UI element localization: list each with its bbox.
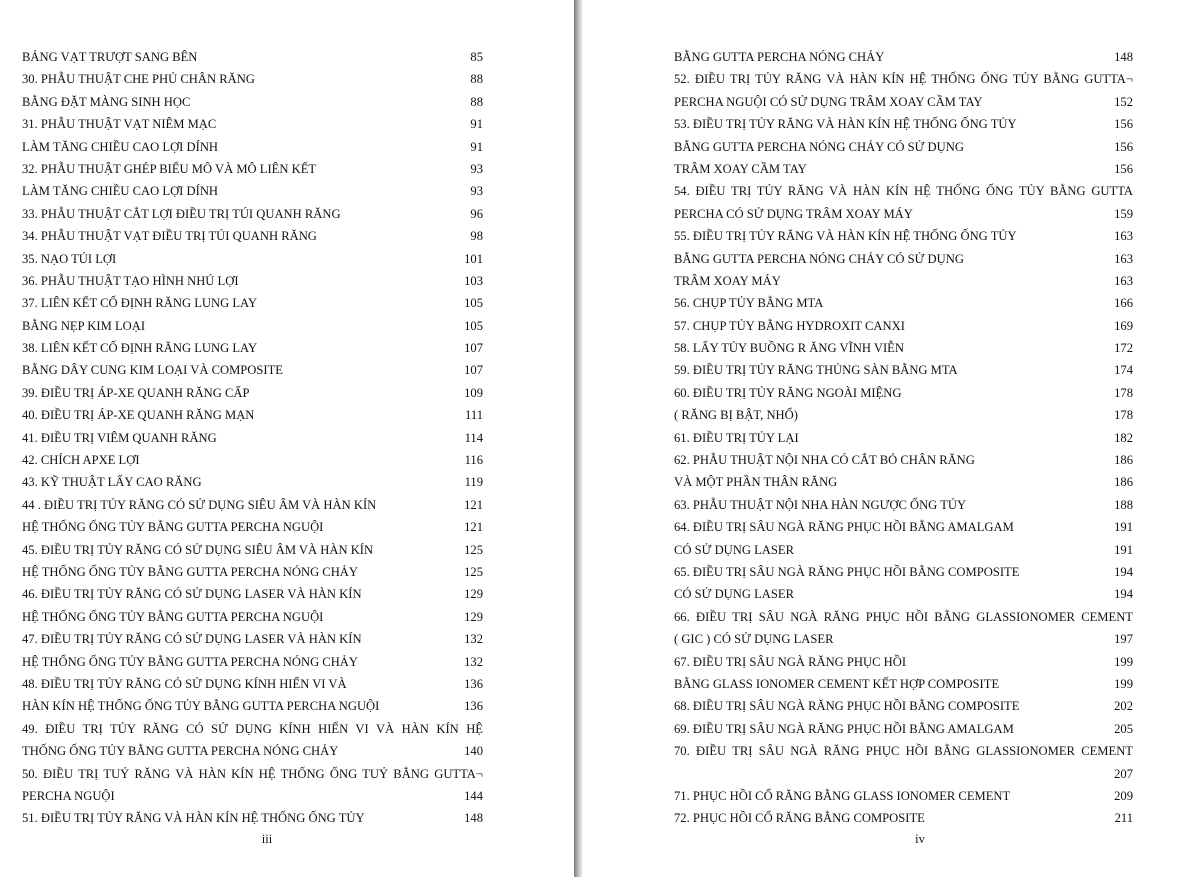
toc-entry xyxy=(22,113,483,135)
toc-entry-title: BẰNG ĐẶT MÀNG SINH HỌC xyxy=(22,94,191,109)
toc-entry xyxy=(22,225,483,247)
toc-entry-page: 119 xyxy=(464,475,483,490)
toc-entry-page: 163 xyxy=(1114,251,1133,266)
toc-entry-page: 88 xyxy=(470,72,483,87)
toc-entry-title: BẰNG GUTTA PERCHA NÓNG CHẢY xyxy=(674,50,885,64)
toc-entry-title: BẰNG GLASS IONOMER CEMENT KẾT HỢP COMPOSITE xyxy=(674,676,1000,691)
toc-entry-page: 140 xyxy=(464,744,483,759)
toc-entry xyxy=(22,203,483,225)
page-number-footer: iii xyxy=(261,832,273,846)
toc-entry-page: 121 xyxy=(464,497,483,512)
toc-entry-page: 85 xyxy=(470,50,483,64)
toc-entry-page: 202 xyxy=(1114,699,1133,714)
toc-entry xyxy=(22,404,483,426)
table-of-contents xyxy=(22,46,483,830)
toc-entry xyxy=(674,606,1133,628)
toc-entry-page: 211 xyxy=(1114,811,1133,826)
toc-entry-title: PERCHA NGUỘI xyxy=(22,788,115,803)
toc-entry xyxy=(22,180,483,202)
left-page xyxy=(0,0,574,877)
toc-entry-page: 163 xyxy=(1114,273,1133,288)
toc-entry-title: 49. ĐIỀU TRỊ TỦY RĂNG CÓ SỬ DỤNG KÍNH HIỂN VI VÀ HÀN KÍN HỆ xyxy=(22,721,483,736)
toc-entry xyxy=(674,225,1133,247)
toc-entry xyxy=(674,539,1133,561)
toc-entry-page: 172 xyxy=(1114,341,1133,356)
toc-entry xyxy=(22,382,483,404)
toc-entry-title: 39. ĐIỀU TRỊ ÁP-XE QUANH RĂNG CẤP xyxy=(22,385,250,400)
right-page xyxy=(582,0,1188,877)
toc-entry-title: 70. ĐIỀU TRỊ SÂU NGÀ RĂNG PHỤC HỒI BẰNG GLASSIONOMER CEMENT xyxy=(674,744,1133,759)
toc-entry-title: HỆ THỐNG ỐNG TỦY BẰNG GUTTA PERCHA NGUỘI xyxy=(22,609,324,624)
toc-entry-title: CÓ SỬ DỤNG LASER xyxy=(674,542,794,557)
toc-entry xyxy=(22,471,483,493)
toc-entry xyxy=(674,46,1133,68)
toc-entry xyxy=(674,292,1133,314)
page-gutter xyxy=(574,0,582,877)
toc-entry-page: 191 xyxy=(1114,520,1133,535)
toc-entry xyxy=(22,628,483,650)
toc-entry-title: 57. CHỤP TỦY BẰNG HYDROXIT CANXI xyxy=(674,318,905,333)
toc-entry-title: TRÂM XOAY CẦM TAY xyxy=(674,161,807,176)
toc-entry-title: HỆ THỐNG ỐNG TỦY BẰNG GUTTA PERCHA NÓNG CHẢY xyxy=(22,654,358,669)
toc-entry-title: 35. NẠO TÚI LỢI xyxy=(22,251,117,266)
toc-entry-title: 33. PHẪU THUẬT CẮT LỢI ĐIỀU TRỊ TÚI QUANH RĂNG xyxy=(22,206,341,221)
toc-entry-page: 98 xyxy=(470,229,483,244)
toc-entry-title: 59. ĐIỀU TRỊ TỦY RĂNG THỦNG SÀN BẰNG MTA xyxy=(674,363,958,378)
toc-entry-title: 31. PHẪU THUẬT VẠT NIÊM MẠC xyxy=(22,117,217,132)
toc-entry-page: 191 xyxy=(1114,542,1133,557)
toc-entry-page: 174 xyxy=(1114,363,1133,378)
toc-entry xyxy=(22,763,483,785)
toc-entry-title: 51. ĐIỀU TRỊ TỦY RĂNG VÀ HÀN KÍN HỆ THỐNG ỐNG TỦY xyxy=(22,811,365,826)
toc-entry-page: 194 xyxy=(1114,564,1133,579)
toc-entry-page: 186 xyxy=(1114,453,1133,468)
toc-entry xyxy=(674,382,1133,404)
toc-entry-page: 199 xyxy=(1114,676,1133,691)
toc-entry-page: 101 xyxy=(464,251,483,266)
toc-entry xyxy=(22,651,483,673)
toc-entry-title: 64. ĐIỀU TRỊ SÂU NGÀ RĂNG PHỤC HỒI BẰNG AMALGAM xyxy=(674,520,1014,535)
toc-entry-page: 91 xyxy=(470,117,483,132)
toc-entry-title: 45. ĐIỀU TRỊ TỦY RĂNG CÓ SỬ DỤNG SIÊU ÂM VÀ HÀN KÍN xyxy=(22,542,374,557)
toc-entry-title: VÀ MỘT PHẦN THÂN RĂNG xyxy=(674,475,838,490)
toc-entry-title: 67. ĐIỀU TRỊ SÂU NGÀ RĂNG PHỤC HỒI xyxy=(674,654,907,669)
toc-entry xyxy=(674,561,1133,583)
toc-entry xyxy=(22,292,483,314)
toc-entry-page: 188 xyxy=(1114,497,1133,512)
toc-entry-page: 93 xyxy=(470,161,483,176)
toc-entry xyxy=(22,270,483,292)
toc-entry-page: 125 xyxy=(464,542,483,557)
toc-entry-page: 152 xyxy=(1114,94,1133,109)
toc-entry-title: LÀM TĂNG CHIỀU CAO LỢI DÍNH xyxy=(22,139,219,154)
page-number-footer: iv xyxy=(915,832,925,846)
toc-entry-page: 163 xyxy=(1114,229,1133,244)
toc-entry-page: 107 xyxy=(464,341,483,356)
toc-entry-page: 144 xyxy=(464,788,483,803)
toc-entry-page: 88 xyxy=(470,94,483,109)
toc-entry-page: 109 xyxy=(464,385,483,400)
toc-entry-title: PERCHA NGUỘI CÓ SỬ DỤNG TRÂM XOAY CẦM TAY xyxy=(674,94,983,109)
toc-entry-page: 178 xyxy=(1114,408,1133,423)
toc-entry xyxy=(674,68,1133,90)
toc-entry-page: 107 xyxy=(464,363,483,378)
toc-entry xyxy=(22,785,483,807)
toc-entry xyxy=(674,270,1133,292)
toc-entry-title: 71. PHỤC HỒI CỔ RĂNG BẰNG GLASS IONOMER CEMENT xyxy=(674,788,1011,803)
toc-entry-page: 111 xyxy=(465,408,483,423)
toc-entry xyxy=(674,785,1133,807)
toc-entry-title: 37. LIÊN KẾT CỐ ĐỊNH RĂNG LUNG LAY xyxy=(22,296,258,311)
toc-entry xyxy=(22,136,483,158)
toc-entry xyxy=(22,583,483,605)
toc-entry-title: PERCHA CÓ SỬ DỤNG TRÂM XOAY MÁY xyxy=(674,206,913,221)
toc-entry-title: 43. KỸ THUẬT LẤY CAO RĂNG xyxy=(22,475,202,490)
toc-entry-title: BẰNG GUTTA PERCHA NÓNG CHẢY CÓ SỬ DỤNG xyxy=(674,251,964,266)
toc-entry-title: 72. PHỤC HỒI CỔ RĂNG BẰNG COMPOSITE xyxy=(674,811,925,826)
toc-entry-page: 159 xyxy=(1114,206,1133,221)
toc-entry-title: 32. PHẪU THUẬT GHÉP BIỂU MÔ VÀ MÔ LIÊN KẾT xyxy=(22,161,317,176)
toc-entry-page: 105 xyxy=(464,318,483,333)
toc-entry-page: 129 xyxy=(464,609,483,624)
toc-entry xyxy=(674,203,1133,225)
toc-entry-page: 148 xyxy=(1114,50,1133,64)
toc-entry xyxy=(674,248,1133,270)
toc-entry-page: 136 xyxy=(464,676,483,691)
toc-entry-page: 125 xyxy=(464,564,483,579)
toc-entry-title: ( GIC ) CÓ SỬ DỤNG LASER xyxy=(674,632,834,647)
toc-entry-title: 66. ĐIỀU TRỊ SÂU NGÀ RĂNG PHỤC HỒI BẰNG GLASSIONOMER CEMENT xyxy=(674,609,1133,624)
toc-entry-title: 68. ĐIỀU TRỊ SÂU NGÀ RĂNG PHỤC HỒI BẰNG COMPOSITE xyxy=(674,699,1020,714)
toc-entry xyxy=(22,718,483,740)
toc-entry-title: 38. LIÊN KẾT CỐ ĐỊNH RĂNG LUNG LAY xyxy=(22,341,258,356)
toc-entry xyxy=(674,404,1133,426)
toc-entry xyxy=(22,427,483,449)
toc-entry-title: 62. PHẪU THUẬT NỘI NHA CÓ CẮT BỎ CHÂN RĂNG xyxy=(674,453,975,468)
toc-entry-title: HỆ THỐNG ỐNG TỦY BẰNG GUTTA PERCHA NÓNG CHẢY xyxy=(22,564,358,579)
toc-entry-title: 46. ĐIỀU TRỊ TỦY RĂNG CÓ SỬ DỤNG LASER VÀ HÀN KÍN xyxy=(22,587,362,602)
toc-entry-title: 60. ĐIỀU TRỊ TỦY RĂNG NGOÀI MIỆNG xyxy=(674,385,902,400)
toc-entry-title: BẢNG VẠT TRƯỢT SANG BÊN xyxy=(22,50,198,64)
toc-entry xyxy=(22,516,483,538)
toc-entry-title: 54. ĐIỀU TRỊ TỦY RĂNG VÀ HÀN KÍN HỆ THỐNG ỐNG TỦY BẰNG GUTTA xyxy=(674,184,1133,199)
toc-entry xyxy=(22,539,483,561)
toc-entry-page: 132 xyxy=(464,632,483,647)
toc-entry-title: BẰNG GUTTA PERCHA NÓNG CHẢY CÓ SỬ DỤNG xyxy=(674,139,964,154)
toc-entry-title: 65. ĐIỀU TRỊ SÂU NGÀ RĂNG PHỤC HỒI BẰNG COMPOSITE xyxy=(674,564,1020,579)
toc-entry xyxy=(674,91,1133,113)
toc-entry xyxy=(22,91,483,113)
toc-entry xyxy=(674,494,1133,516)
toc-entry-page: 156 xyxy=(1114,117,1133,132)
toc-entry-page: 156 xyxy=(1114,139,1133,154)
toc-entry-page: 114 xyxy=(464,430,483,445)
toc-entry-page: 194 xyxy=(1114,587,1133,602)
toc-entry xyxy=(674,427,1133,449)
toc-entry-page: 209 xyxy=(1114,788,1133,803)
toc-entry-page: 132 xyxy=(464,654,483,669)
toc-entry xyxy=(22,449,483,471)
toc-entry-title: BẰNG DÂY CUNG KIM LOẠI VÀ COMPOSITE xyxy=(22,363,283,378)
toc-entry xyxy=(674,718,1133,740)
toc-entry xyxy=(674,516,1133,538)
toc-entry-title: 55. ĐIỀU TRỊ TỦY RĂNG VÀ HÀN KÍN HỆ THỐNG ỐNG TỦY xyxy=(674,229,1017,244)
toc-entry xyxy=(674,337,1133,359)
toc-entry-title: 30. PHẪU THUẬT CHE PHỦ CHÂN RĂNG xyxy=(22,72,255,87)
toc-entry-page: 105 xyxy=(464,296,483,311)
toc-entry-title: 42. CHÍCH APXE LỢI xyxy=(22,453,140,468)
toc-entry-page: 129 xyxy=(464,587,483,602)
toc-entry xyxy=(674,359,1133,381)
toc-entry xyxy=(22,695,483,717)
toc-entry-title: LÀM TĂNG CHIỀU CAO LỢI DÍNH xyxy=(22,184,219,199)
toc-entry-page: 103 xyxy=(464,273,483,288)
toc-entry-title: 53. ĐIỀU TRỊ TỦY RĂNG VÀ HÀN KÍN HỆ THỐNG ỐNG TỦY xyxy=(674,117,1017,132)
toc-entry-title: HÀN KÍN HỆ THỐNG ỐNG TỦY BẰNG GUTTA PERCHA NGUỘI xyxy=(22,699,380,714)
toc-entry xyxy=(22,248,483,270)
toc-entry-title: 69. ĐIỀU TRỊ SÂU NGÀ RĂNG PHỤC HỒI BẰNG AMALGAM xyxy=(674,721,1014,736)
toc-entry-page: 199 xyxy=(1114,654,1133,669)
toc-entry-page: 205 xyxy=(1114,721,1133,736)
toc-entry xyxy=(22,359,483,381)
toc-entry-title: ( RĂNG BỊ BẬT, NHỔ) xyxy=(674,408,798,423)
toc-entry-title: 47. ĐIỀU TRỊ TỦY RĂNG CÓ SỬ DỤNG LASER VÀ HÀN KÍN xyxy=(22,632,362,647)
toc-entry-title: HỆ THỐNG ỐNG TỦY BẰNG GUTTA PERCHA NGUỘI xyxy=(22,520,324,535)
toc-entry xyxy=(674,471,1133,493)
toc-entry xyxy=(22,68,483,90)
toc-entry-page: 156 xyxy=(1114,161,1133,176)
toc-entry xyxy=(22,807,483,829)
toc-entry xyxy=(674,180,1133,202)
toc-entry xyxy=(674,740,1133,762)
toc-entry-title: 61. ĐIỀU TRỊ TỦY LẠI xyxy=(674,430,799,445)
toc-entry xyxy=(674,113,1133,135)
toc-entry-title: 41. ĐIỀU TRỊ VIÊM QUANH RĂNG xyxy=(22,430,217,445)
toc-entry xyxy=(22,606,483,628)
toc-entry xyxy=(674,673,1133,695)
table-of-contents xyxy=(674,46,1133,830)
toc-entry xyxy=(22,315,483,337)
toc-entry-page: 166 xyxy=(1114,296,1133,311)
toc-entry-title: 50. ĐIỀU TRỊ TUỶ RĂNG VÀ HÀN KÍN HỆ THỐNG ỐNG TUỶ BẰNG GUTTA¬ xyxy=(22,766,483,781)
toc-entry-title: 52. ĐIỀU TRỊ TỦY RĂNG VÀ HÀN KÍN HỆ THỐNG ỐNG TỦY BẰNG GUTTA¬ xyxy=(674,72,1133,87)
toc-entry xyxy=(22,561,483,583)
toc-entry xyxy=(674,449,1133,471)
toc-entry-title: BẰNG NẸP KIM LOẠI xyxy=(22,318,146,333)
toc-entry-page: 91 xyxy=(470,139,483,154)
toc-entry xyxy=(674,315,1133,337)
toc-entry xyxy=(22,337,483,359)
toc-entry-title: 40. ĐIỀU TRỊ ÁP-XE QUANH RĂNG MẠN xyxy=(22,408,255,423)
toc-entry-page: 169 xyxy=(1114,318,1133,333)
toc-entry xyxy=(674,628,1133,650)
toc-entry-page: 93 xyxy=(470,184,483,199)
toc-entry xyxy=(22,740,483,762)
toc-entry-page: 116 xyxy=(464,453,483,468)
toc-entry-title: 34. PHẪU THUẬT VẠT ĐIỀU TRỊ TÚI QUANH RĂNG xyxy=(22,229,317,244)
toc-entry-title: TRÂM XOAY MÁY xyxy=(674,273,781,288)
toc-entry-page: 178 xyxy=(1114,385,1133,400)
toc-entry xyxy=(674,807,1133,829)
toc-entry xyxy=(22,158,483,180)
toc-entry xyxy=(674,158,1133,180)
toc-entry-title: 36. PHẪU THUẬT TẠO HÌNH NHÚ LỢI xyxy=(22,273,239,288)
toc-entry-title: CÓ SỬ DỤNG LASER xyxy=(674,587,794,602)
toc-entry-page: 186 xyxy=(1114,475,1133,490)
toc-entry-page: 136 xyxy=(464,699,483,714)
toc-entry-page: 207 xyxy=(1114,766,1133,781)
toc-entry xyxy=(674,583,1133,605)
toc-entry-title: 48. ĐIỀU TRỊ TỦY RĂNG CÓ SỬ DỤNG KÍNH HIỂN VI VÀ xyxy=(22,676,347,691)
toc-entry-page: 96 xyxy=(470,206,483,221)
toc-entry xyxy=(22,494,483,516)
toc-entry xyxy=(674,136,1133,158)
toc-entry xyxy=(674,695,1133,717)
toc-entry xyxy=(22,673,483,695)
toc-entry-title: 63. PHẪU THUẬT NỘI NHA HÀN NGƯỢC ỐNG TỦY xyxy=(674,497,967,512)
toc-entry-page: 121 xyxy=(464,520,483,535)
toc-entry xyxy=(22,46,483,68)
toc-entry-title: 56. CHỤP TỦY BẰNG MTA xyxy=(674,296,824,311)
toc-entry xyxy=(674,763,1133,785)
toc-entry-title: THỐNG ỐNG TỦY BẰNG GUTTA PERCHA NÓNG CHẢY xyxy=(22,744,339,759)
toc-entry-title: 58. LẤY TỦY BUỒNG R ĂNG VĨNH VIỄN xyxy=(674,341,904,356)
toc-entry-page: 182 xyxy=(1114,430,1133,445)
toc-entry-page: 197 xyxy=(1114,632,1133,647)
toc-entry-title: 44 . ĐIỀU TRỊ TỦY RĂNG CÓ SỬ DỤNG SIÊU ÂM VÀ HÀN KÍN xyxy=(22,497,377,512)
toc-entry-page: 148 xyxy=(464,811,483,826)
toc-entry xyxy=(674,651,1133,673)
